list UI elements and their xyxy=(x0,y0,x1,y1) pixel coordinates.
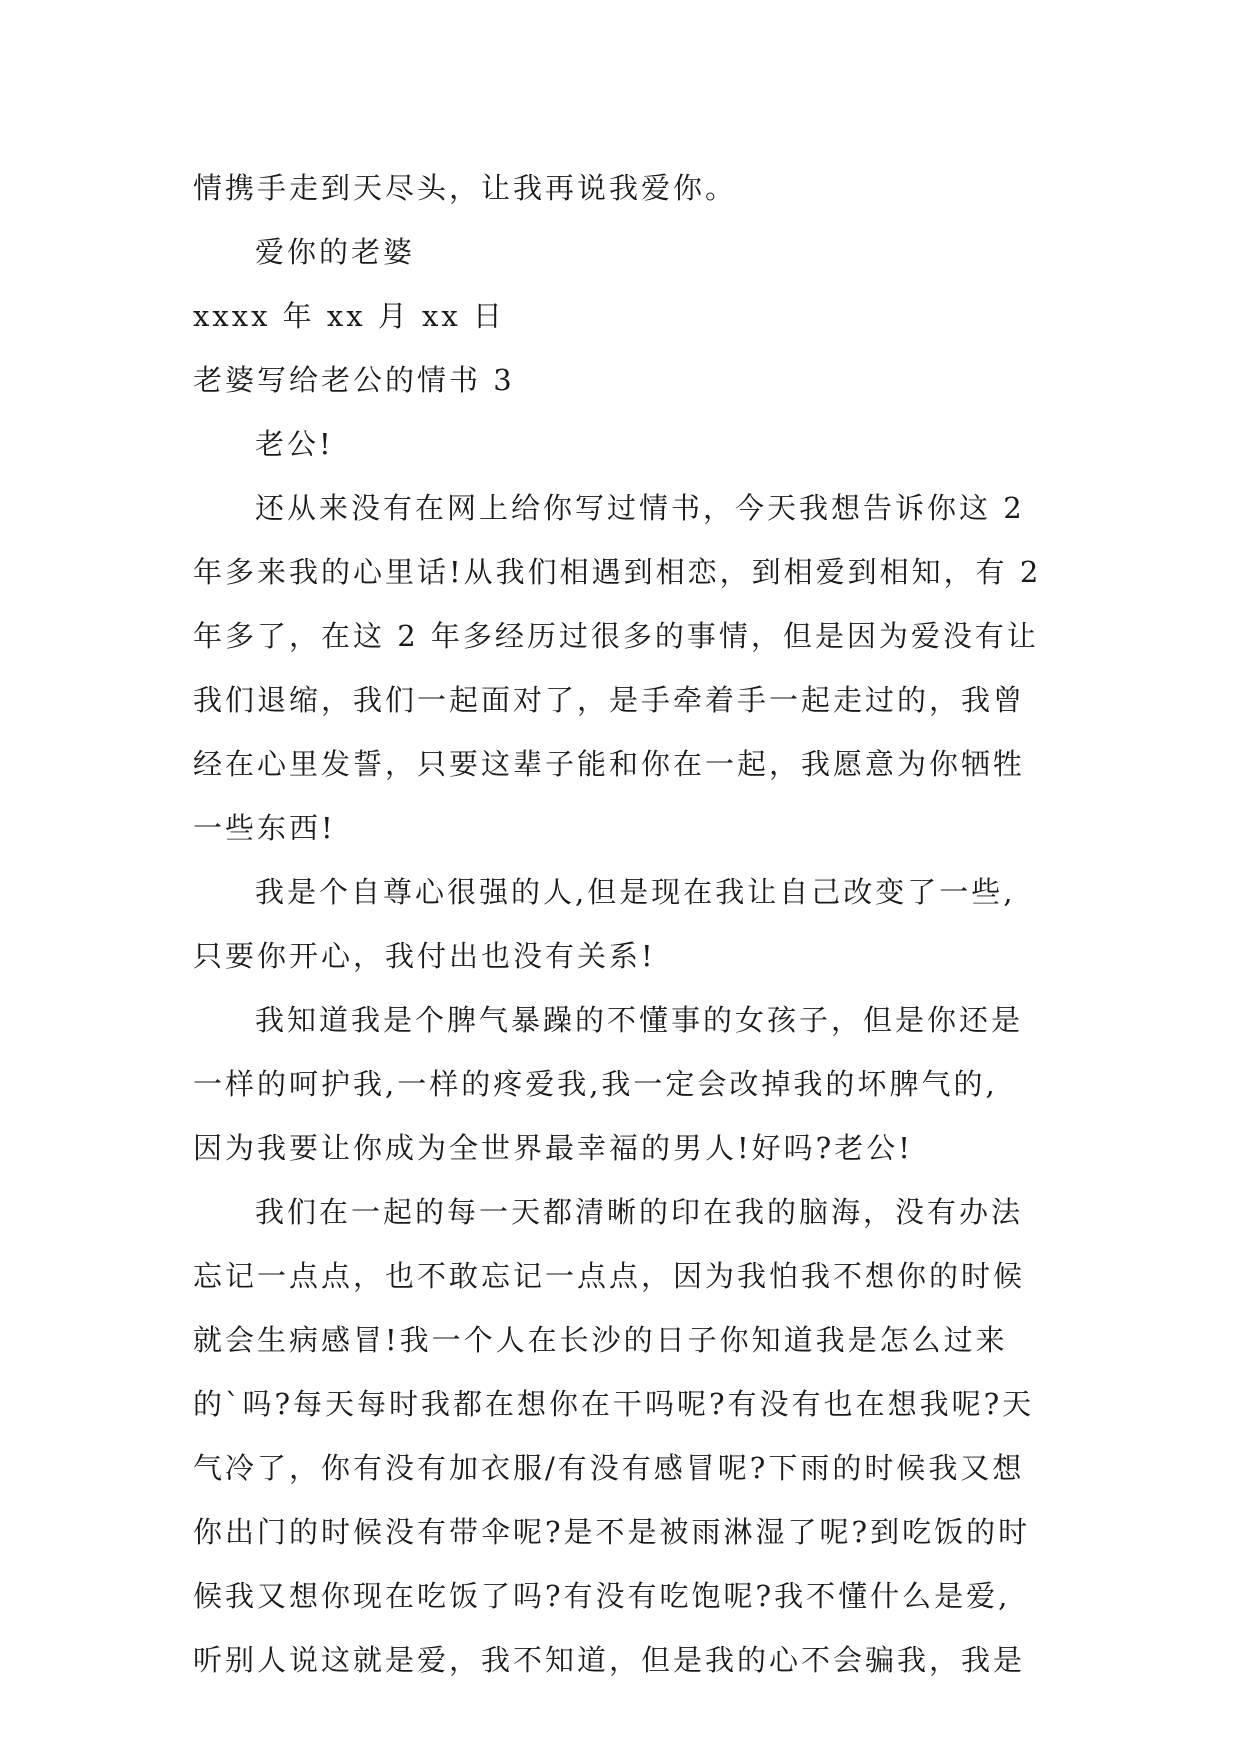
text-line: 气冷了，你有没有加衣服/有没有感冒呢?下雨的时候我又想 xyxy=(193,1451,1025,1485)
text-line: 还从来没有在网上给你写过情书，今天我想告诉你这 2 xyxy=(255,491,1025,525)
text-line: 候我又想你现在吃饭了吗?有没有吃饱呢?我不懂什么是爱, xyxy=(193,1579,1011,1613)
text-line: 一样的呵护我,一样的疼爱我,我一定会改掉我的坏脾气的, xyxy=(193,1067,998,1101)
text-line: 年多来我的心里话!从我们相遇到相恋，到相爱到相知，有 2 xyxy=(193,555,1042,589)
text-line: 听别人说这就是爱，我不知道，但是我的心不会骗我，我是 xyxy=(193,1643,1026,1677)
text-line: 我知道我是个脾气暴躁的不懂事的女孩子，但是你还是 xyxy=(255,1003,1024,1037)
text-line: 我们退缩，我们一起面对了，是手牵着手一起走过的，我曾 xyxy=(193,683,1026,717)
text-line: 年多了，在这 2 年多经历过很多的事情，但是因为爱没有让 xyxy=(193,619,1039,653)
text-line: 我们在一起的每一天都清晰的印在我的脑海，没有办法 xyxy=(255,1195,1024,1229)
signature-line: 爱你的老婆 xyxy=(255,235,416,269)
text-line: 忘记一点点，也不敢忘记一点点，因为我怕我不想你的时候 xyxy=(193,1259,1026,1293)
text-line: 就会生病感冒!我一个人在长沙的日子你知道我是怎么过来 xyxy=(193,1323,1008,1357)
text-line: 经在心里发誓，只要这辈子能和你在一起，我愿意为你牺牲 xyxy=(193,747,1026,781)
date-line: xxxx 年 xx 月 xx 日 xyxy=(193,299,505,333)
text-line: 你出门的时候没有带伞呢?是不是被雨淋湿了呢?到吃饭的时 xyxy=(193,1515,1031,1549)
text-line: 的`吗?每天每时我都在想你在干吗呢?有没有也在想我呢?天 xyxy=(193,1387,1035,1421)
salutation: 老公! xyxy=(255,427,334,461)
text-line: 因为我要让你成为全世界最幸福的男人!好吗?老公! xyxy=(193,1131,913,1165)
text-line: 我是个自尊心很强的人,但是现在我让自己改变了一些, xyxy=(255,875,1016,909)
text-line: 情携手走到天尽头，让我再说我爱你。 xyxy=(193,171,738,205)
section-title: 老婆写给老公的情书 3 xyxy=(193,363,515,397)
text-line: 只要你开心，我付出也没有关系! xyxy=(193,939,656,973)
text-line: 一些东西! xyxy=(193,811,336,845)
